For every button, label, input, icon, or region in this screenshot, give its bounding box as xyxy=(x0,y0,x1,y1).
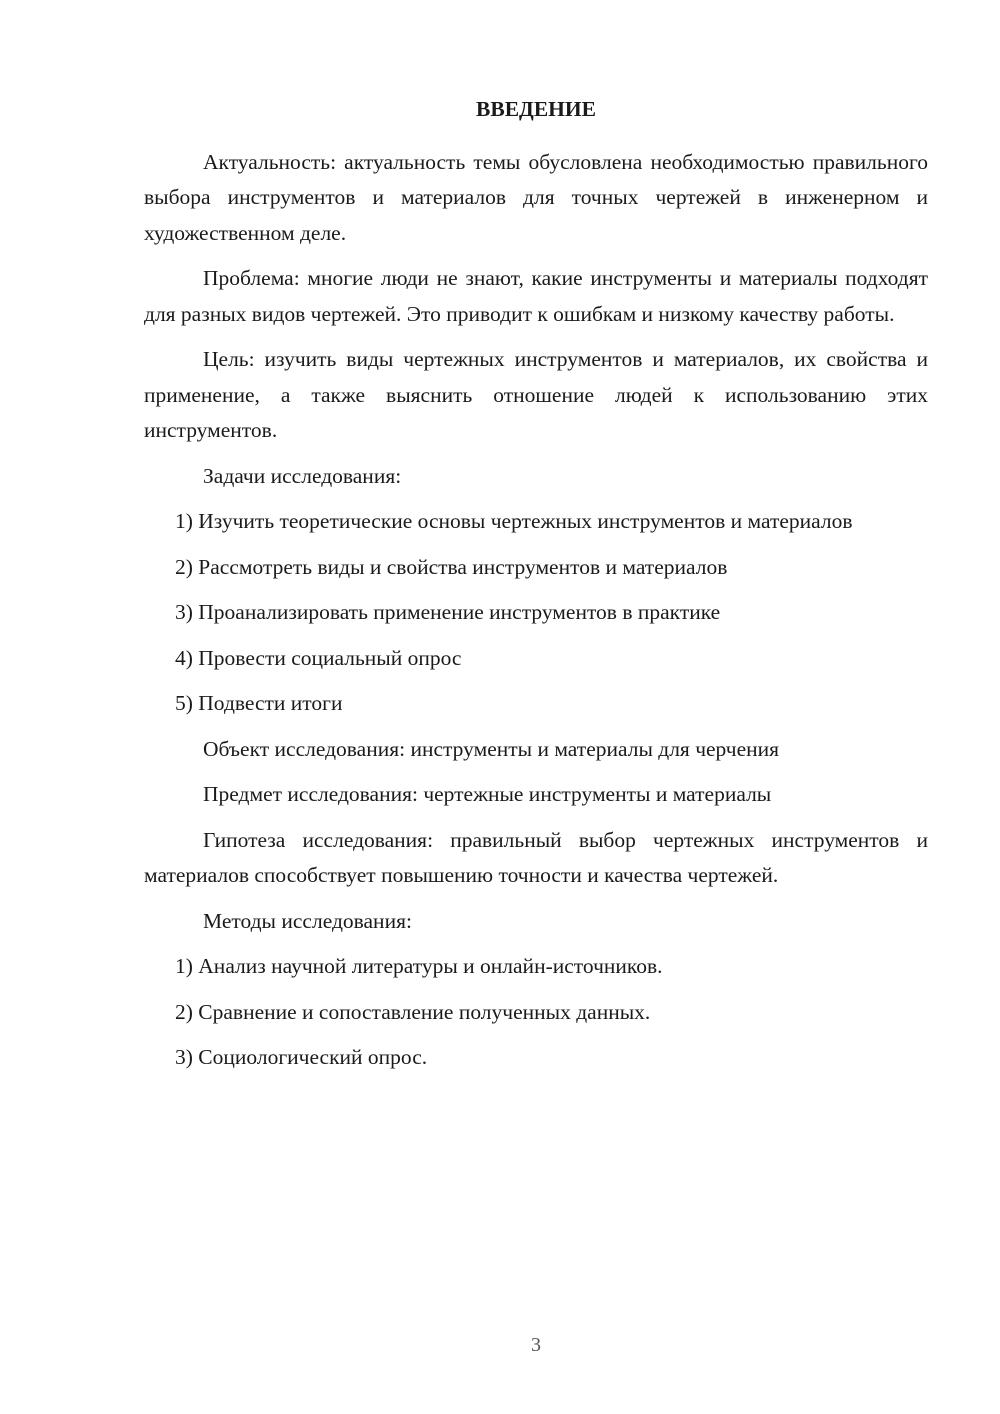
list-item: 5) Подвести итоги xyxy=(175,691,343,715)
list-item: 2) Сравнение и сопоставление полученных данных. xyxy=(175,999,651,1024)
subject-line: Предмет исследования: чертежные инструменты и материалы xyxy=(203,782,772,806)
tasks-label: Задачи исследования: xyxy=(203,463,402,488)
section-title: ВВЕДЕНИЕ xyxy=(476,97,596,121)
hypothesis-paragraph: Гипотеза исследования: правильный выбор чертежных инструментов и материалов способствует повышению точности и качества чертежей. xyxy=(144,827,928,887)
tasks-list xyxy=(144,504,928,722)
list-item: 1) Анализ научной литературы и онлайн-источников. xyxy=(175,954,663,978)
list-item: 2) Рассмотреть виды и свойства инструментов и материалов xyxy=(175,554,728,579)
page-number: 3 xyxy=(531,1334,541,1356)
list-item: 1) Изучить теоретические основы чертежных инструментов и материалов xyxy=(175,509,853,533)
relevance-paragraph: Актуальность: актуальность темы обусловлена необходимостью правильного выбора инструментов и материалов для точных чертежей в инженерном и художественном деле. xyxy=(144,149,928,245)
goal-paragraph: Цель: изучить виды чертежных инструментов и материалов, их свойства и применение, а также выяснить отношение людей к использованию этих инструментов. xyxy=(144,347,928,442)
document-page xyxy=(144,92,928,1086)
list-item: 3) Проанализировать применение инструментов в практике xyxy=(175,600,721,624)
list-item: 3) Социологический опрос. xyxy=(175,1045,428,1069)
methods-label: Методы исследования: xyxy=(203,908,412,933)
problem-paragraph: Проблема: многие люди не знают, какие инструменты и материалы подходят для разных видов чертежей. Это приводит к ошибкам и низкому качеству работы. xyxy=(144,266,928,326)
list-item: 4) Провести социальный опрос xyxy=(175,645,462,670)
methods-list xyxy=(144,949,928,1076)
object-line: Объект исследования: инструменты и материалы для черчения xyxy=(203,736,780,761)
